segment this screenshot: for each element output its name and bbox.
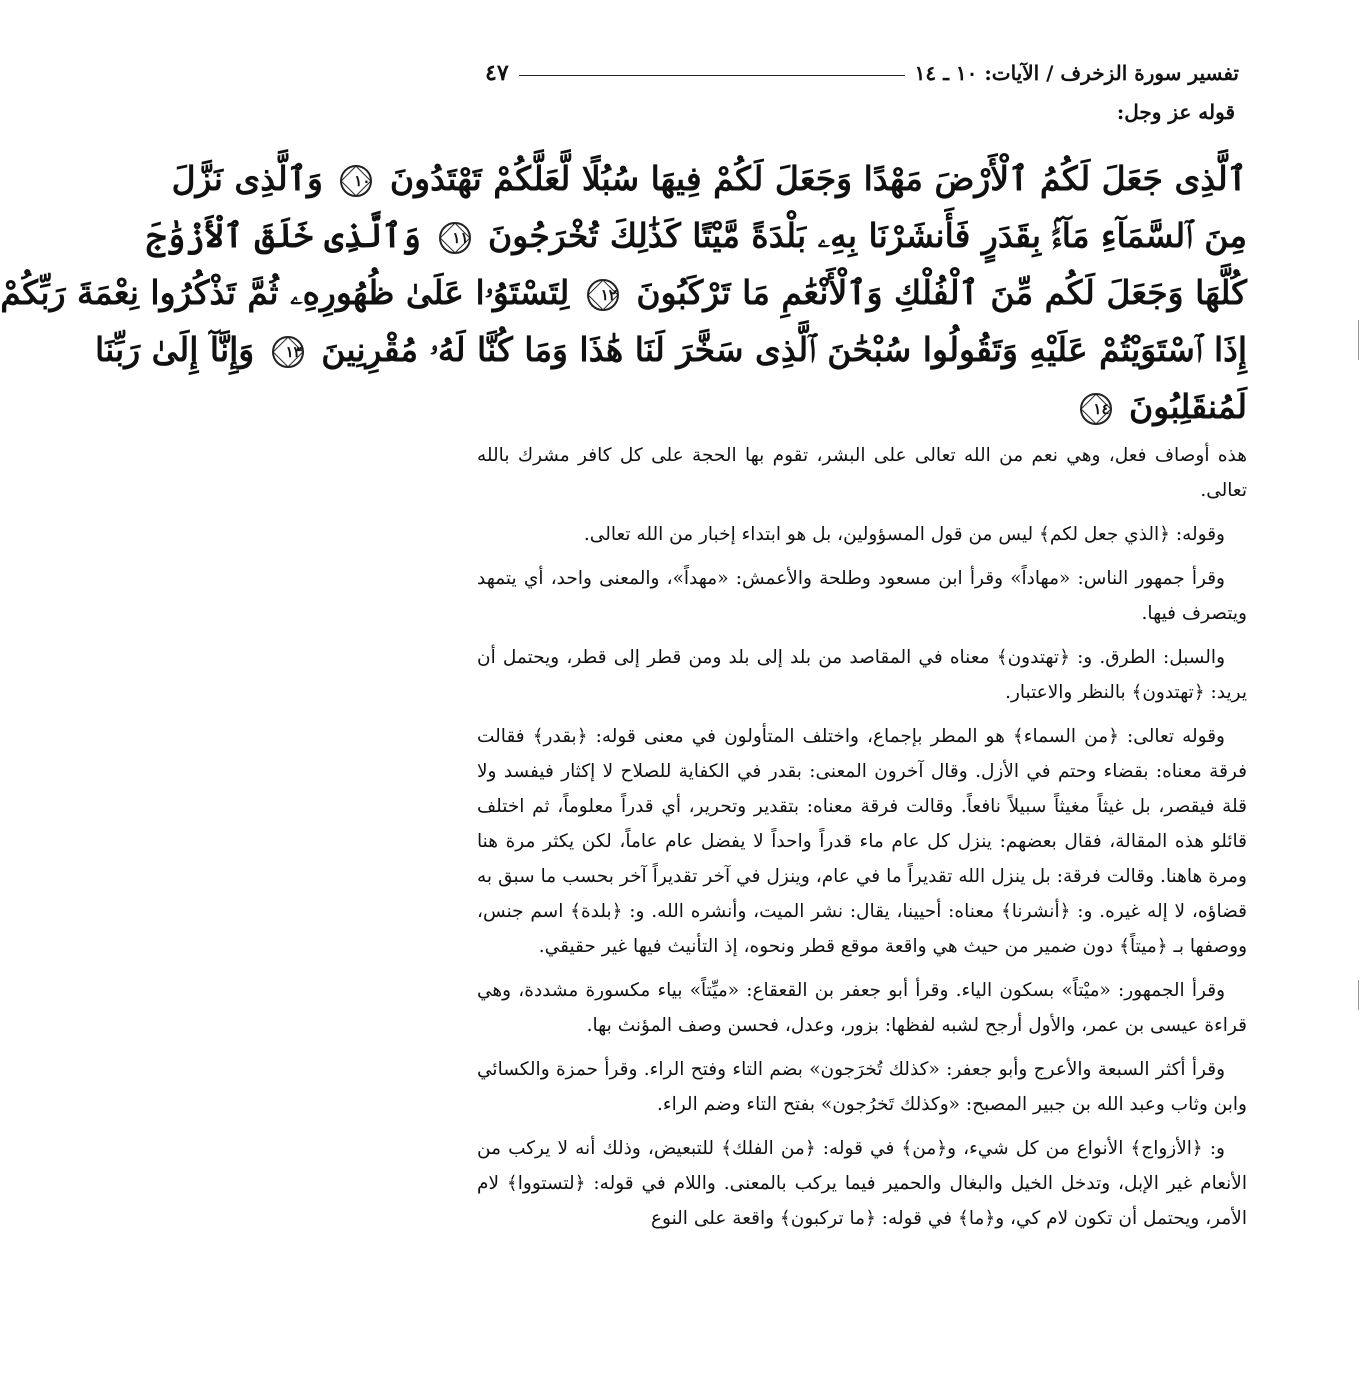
verse-text: وَٱلَّذِى نَزَّلَ — [171, 159, 323, 198]
commentary-body — [477, 438, 1247, 1245]
verse-line-5 — [477, 378, 1247, 435]
paragraph: والسبل: الطرق. و: ﴿تهتدون﴾ معناه في المقاصد من بلد إلى بلد ومن قطر إلى قطر، ويحتمل أن يريد: ﴿تهتدون﴾ بالنظر والاعتبار. — [477, 647, 1247, 703]
paragraph: وقرأ أكثر السبعة والأعرج وأبو جعفر: «كذلك تُخرَجون» بضم التاء وفتح الراء. وقرأ حمزة والكسائي وابن وثاب وعبد الله بن جبير المصبح: «وكذلك تَخرُجون» بفتح التاء وضم الراء. — [477, 1059, 1247, 1115]
ayah-marker-13: ١٣ — [272, 336, 304, 368]
paragraph: وقرأ الجمهور: «ميْتاً» بسكون الياء. وقرأ أبو جعفر بن القعقاع: «ميِّتاً» بياء مكسورة مشددة، وهي قراءة عيسى بن عمر، والأول أرجح لشبه لفظها: بزور، وعدل، فحسن وصف المؤنث بها. — [477, 980, 1247, 1036]
verse-text: لِتَسْتَوُۥا عَلَىٰ ظُهُورِهِۦ ثُمَّ تَذْكُرُوا نِعْمَةَ رَبِّكُمْ — [0, 273, 570, 312]
quran-verses — [0, 150, 1247, 435]
ayah-marker-14: ١٤ — [1080, 393, 1112, 425]
scan-edge-mark — [1358, 980, 1359, 1010]
ayah-marker-10: ١٠ — [340, 165, 372, 197]
header-title: تفسير سورة الزخرف / الآيات: ١٠ ـ ١٤ — [914, 61, 1239, 85]
paragraph: وقوله: ﴿الذي جعل لكم﴾ ليس من قول المسؤولين، بل هو ابتداء إخبار من الله تعالى. — [583, 524, 1225, 545]
verse-line-3 — [0, 264, 1247, 321]
verse-text: كُلَّهَا وَجَعَلَ لَكُم مِّنَ ٱلْفُلْكِ وَٱلْأَنْعَٰمِ مَا تَرْكَبُونَ — [636, 273, 1247, 312]
verse-line-1 — [171, 150, 1247, 207]
intro-line: قوله عز وجل: — [1116, 100, 1235, 124]
verse-line-4 — [95, 321, 1247, 378]
running-header — [485, 56, 1239, 90]
verse-text: إِذَا ٱسْتَوَيْتُمْ عَلَيْهِ وَتَقُولُوا سُبْحَٰنَ ٱلَّذِى سَخَّرَ لَنَا هَٰذَا وَمَا كُنَّا لَهُۥ مُقْرِنِينَ — [321, 330, 1247, 369]
ayah-marker-12: ١٢ — [587, 279, 619, 311]
header-rule — [519, 75, 905, 76]
verse-line-2 — [146, 207, 1247, 264]
verse-text: ٱلَّذِى جَعَلَ لَكُمُ ٱلْأَرْضَ مَهْدًا وَجَعَلَ لَكُمْ فِيهَا سُبُلًا لَّعَلَّكُمْ تَهْتَدُونَ — [389, 159, 1247, 198]
paragraph: و: ﴿الأزواج﴾ الأنواع من كل شيء، و﴿من﴾ في قوله: ﴿من الفلك﴾ للتبعيض، وذلك أنه لا يركب من الأنعام غير الإبل، وتدخل الخيل والبغال والحمير فيما يركب بالمعنى. واللام في قوله: ﴿لتستووا﴾ لام الأمر، ويحتمل أن تكون لام كي، و﴿ما﴾ في قوله: ﴿ما تركبون﴾ واقعة على النوع — [477, 1138, 1247, 1229]
scan-edge-mark — [1358, 320, 1359, 360]
paragraph: وقوله تعالى: ﴿من السماء﴾ هو المطر بإجماع، واختلف المتأولون في معنى قوله: ﴿بقدر﴾ فقالت فرقة معناه: بقضاء وحتم في الأزل. وقال آخرون المعنى: بقدر في الكفاية للصلاح لا إكثار فيفسد ولا قلة فيقصر، بل غيثاً مغيثاً سبيلاً نافعاً. وقالت فرقة معناه: بتقدير وتحرير، أي قدراً معلوماً، ثم اختلف قائلو هذه المقالة، فقال بعضهم: ينزل كل عام ماء قدراً واحداً لا يفضل عام عاماً، لكن يكثر مرة هنا ومرة هاهنا. وقالت فرقة: بل ينزل الله تقديراً ما في عام، وينزل في آخر تقديراً آخر بحسب ما سبق به قضاؤه، لا إله غيره. و: ﴿أنشرنا﴾ معناه: أحيينا، يقال: نشر الميت، وأنشره الله. و: ﴿بلدة﴾ اسم جنس، ووصفها بـ ﴿ميتاً﴾ دون ضمير من حيث هي واقعة موقع قطر ونحوه، إذ التأنيث فيها غير حقيقي. — [477, 726, 1247, 957]
paragraph: وقرأ جمهور الناس: «مهاداً» وقرأ ابن مسعود وطلحة والأعمش: «مهداً»، والمعنى واحد، أي يتمهد ويتصرف فيها. — [477, 568, 1247, 624]
verse-text: وَإِنَّآ إِلَىٰ رَبِّنَا — [95, 330, 255, 369]
ayah-marker-11: ١١ — [439, 222, 471, 254]
verse-text: مِنَ ٱلسَّمَآءِ مَآءًۢ بِقَدَرٍ فَأَنشَرْنَا بِهِۦ بَلْدَةً مَّيْتًا كَذَٰلِكَ تُخْرَجُونَ — [488, 216, 1247, 255]
verse-text: وَٱلَّذِى خَلَقَ ٱلْأَزْوَٰجَ — [146, 216, 422, 255]
paragraph: هذه أوصاف فعل، وهي نعم من الله تعالى على البشر، تقوم بها الحجة على كل كافر مشرك بالله تعالى. — [477, 445, 1247, 501]
page-number: ٤٧ — [485, 60, 509, 86]
verse-text: لَمُنقَلِبُونَ — [1129, 387, 1247, 426]
